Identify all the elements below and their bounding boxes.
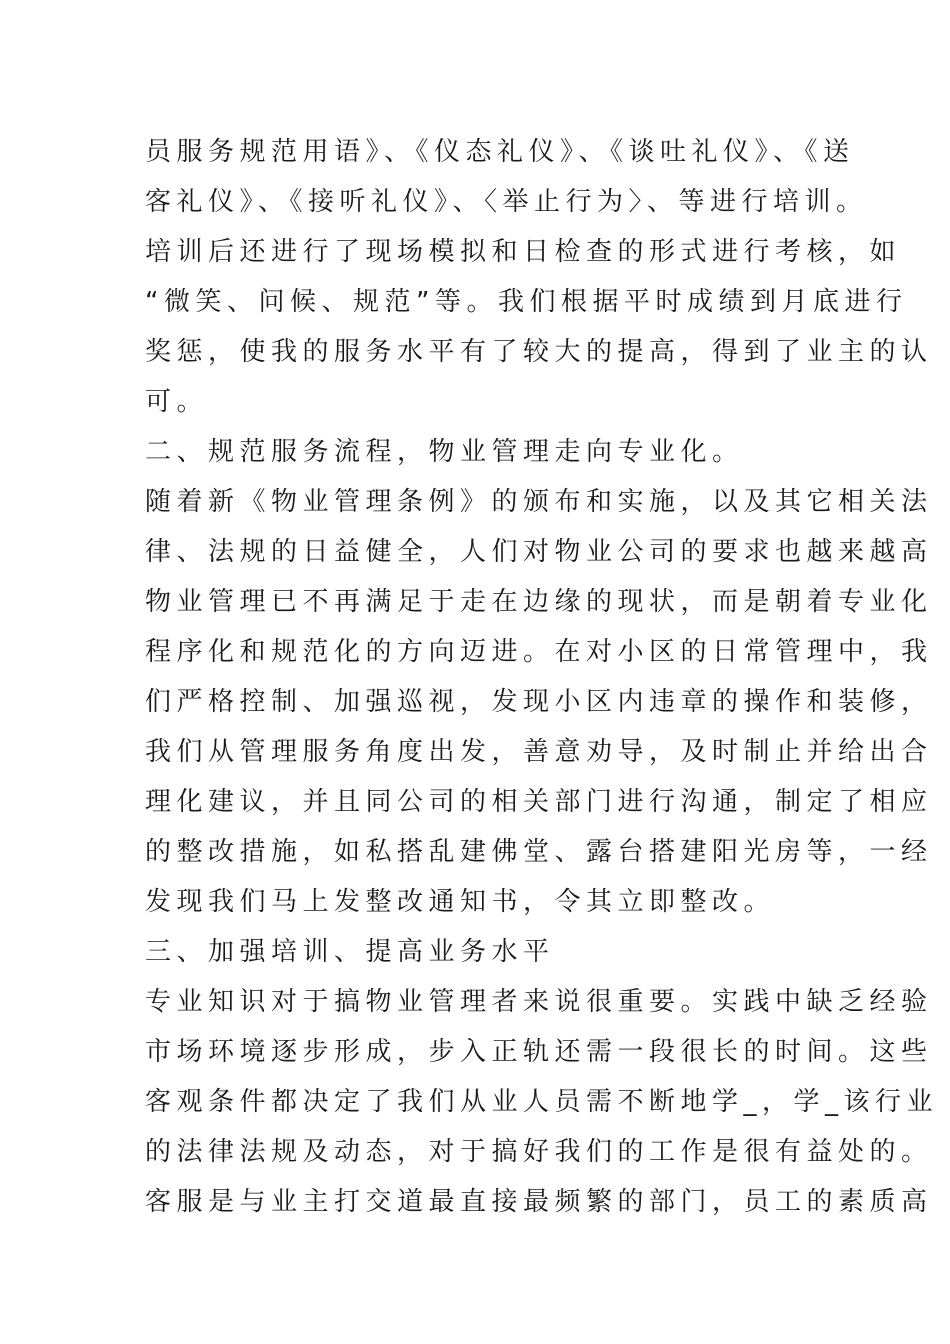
section-heading-3: 三、加强培训、提高业务水平	[145, 937, 555, 967]
text-line: “微笑、问候、规范”等。我们根据平时成绩到月底进行	[145, 287, 908, 317]
text-line: 市场环境逐步形成，步入正轨还需一段很长的时间。这些	[145, 1037, 933, 1067]
text-line: 客礼仪》、《接听礼仪》、〈举止行为〉、等进行培训。	[145, 187, 868, 217]
text-line: 程序化和规范化的方向迈进。在对小区的日常管理中，我	[145, 637, 933, 667]
text-line: 客服是与业主打交道最直接最频繁的部门，员工的素质高	[145, 1187, 933, 1217]
text-line: 们严格控制、加强巡视，发现小区内违章的操作和装修，	[145, 687, 933, 717]
text-line: 理化建议，并且同公司的相关部门进行沟通，制定了相应	[145, 787, 933, 817]
text-line: 的法律法规及动态，对于搞好我们的工作是很有益处的。	[145, 1137, 933, 1167]
text-line: 可。	[145, 387, 209, 417]
text-line: 随着新《物业管理条例》的颁布和实施，以及其它相关法	[145, 487, 933, 517]
text-line: 培训后还进行了现场模拟和日检查的形式进行考核，如	[145, 237, 902, 267]
text-line: 奖惩，使我的服务水平有了较大的提高，得到了业主的认	[145, 337, 933, 367]
text-line: 物业管理已不再满足于走在边缘的现状，而是朝着专业化	[145, 587, 933, 617]
text-line: 发现我们马上发整改通知书，令其立即整改。	[145, 887, 776, 917]
text-line: 客观条件都决定了我们从业人员需不断地学_，学_该行业	[145, 1087, 939, 1117]
text-line: 律、法规的日益健全，人们对物业公司的要求也越来越高	[145, 537, 933, 567]
text-line: 的整改措施，如私搭乱建佛堂、露台搭建阳光房等，一经	[145, 837, 933, 867]
text-line: 员服务规范用语》、《仪态礼仪》、《谈吐礼仪》、《送	[145, 137, 855, 167]
section-heading-2: 二、规范服务流程，物业管理走向专业化。	[145, 437, 744, 467]
text-line: 专业知识对于搞物业管理者来说很重要。实践中缺乏经验	[145, 987, 933, 1017]
text-line: 我们从管理服务角度出发，善意劝导，及时制止并给出合	[145, 737, 933, 767]
